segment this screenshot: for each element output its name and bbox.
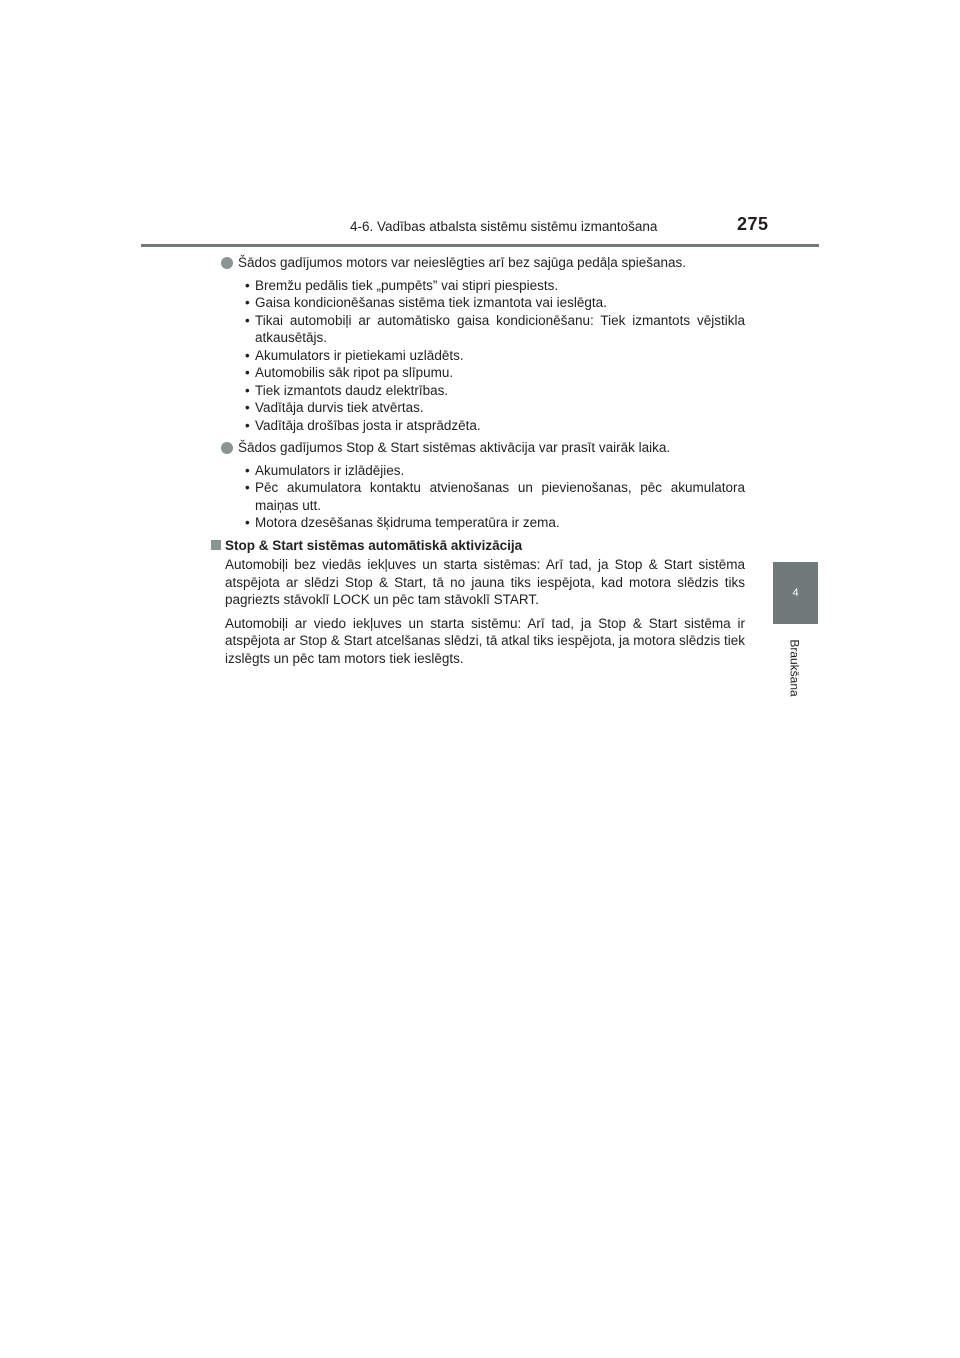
chapter-label-container	[774, 630, 816, 705]
chapter-number: 4	[792, 587, 799, 599]
circle-bullet-icon	[221, 257, 233, 269]
section-title: 4-6. Vadības atbalsta sistēmu sistēmu izmantošana	[350, 219, 658, 234]
list-item: • Gaisa kondicionēšanas sistēma tiek izmantota vai ieslēgta.	[245, 294, 745, 312]
list-item: • Vadītāja durvis tiek atvērtas.	[245, 399, 745, 417]
circle-bullet-icon	[221, 442, 233, 454]
condition-list-1	[221, 277, 745, 435]
list-item: • Bremžu pedālis tiek „pumpēts” vai stipri piespiests.	[245, 277, 745, 295]
header-divider	[141, 244, 819, 247]
list-item: • Pēc akumulatora kontaktu atvienošanas un pievienošanas, pēc akumulatora maiņas utt.	[245, 479, 745, 514]
list-item: • Akumulators ir pietiekami uzlādēts.	[245, 347, 745, 365]
bullet-note-1	[221, 254, 745, 272]
section-paragraph: Automobiļi ar viedo iekļuves un starta sistēmu: Arī tad, ja Stop & Start sistēma ir atspējota ar Stop & Start atcelšanas slēdzi, tā atkal tiks iespējota, ja motora slēdzis tiek izslēgts un pēc tam motors tiek ieslēgts.	[225, 615, 746, 666]
square-bullet-icon	[211, 540, 221, 550]
page-number: 275	[737, 214, 769, 234]
section-heading-text: Stop & Start sistēmas automātiskā aktivizācija	[225, 537, 523, 553]
main-content	[221, 254, 745, 673]
list-item: • Akumulators ir izlādējies.	[245, 462, 745, 480]
bullet-note-2	[221, 439, 745, 457]
chapter-tab	[773, 562, 818, 624]
condition-list-2	[221, 462, 745, 532]
list-item: • Tikai automobiļi ar automātisko gaisa kondicionēšanu: Tiek izmantots vējstikla atkausētājs.	[245, 312, 745, 347]
section-heading	[211, 537, 735, 555]
section-paragraph: Automobiļi bez viedās iekļuves un starta sistēmas: Arī tad, ja Stop & Start sistēma atspējota ar slēdzi Stop & Start, tā no jauna tiks iespējota, kad motora slēdzis tiks pagriezts stāvoklī LOCK un pēc tam stāvoklī START.	[225, 557, 745, 607]
list-item: • Vadītāja drošības josta ir atsprādzēta.	[245, 417, 745, 435]
bullet-text: Šādos gadījumos motors var neieslēgties arī bez sajūga pedāļa spiešanas.	[238, 255, 687, 270]
list-item: • Tiek izmantots daudz elektrības.	[245, 382, 745, 400]
list-item: • Automobilis sāk ripot pa slīpumu.	[245, 364, 745, 382]
list-item: • Motora dzesēšanas šķidruma temperatūra ir zema.	[245, 514, 745, 532]
chapter-label: Braukšana	[788, 638, 802, 697]
bullet-text: Šādos gadījumos Stop & Start sistēmas aktivācija var prasīt vairāk laika.	[238, 440, 671, 455]
